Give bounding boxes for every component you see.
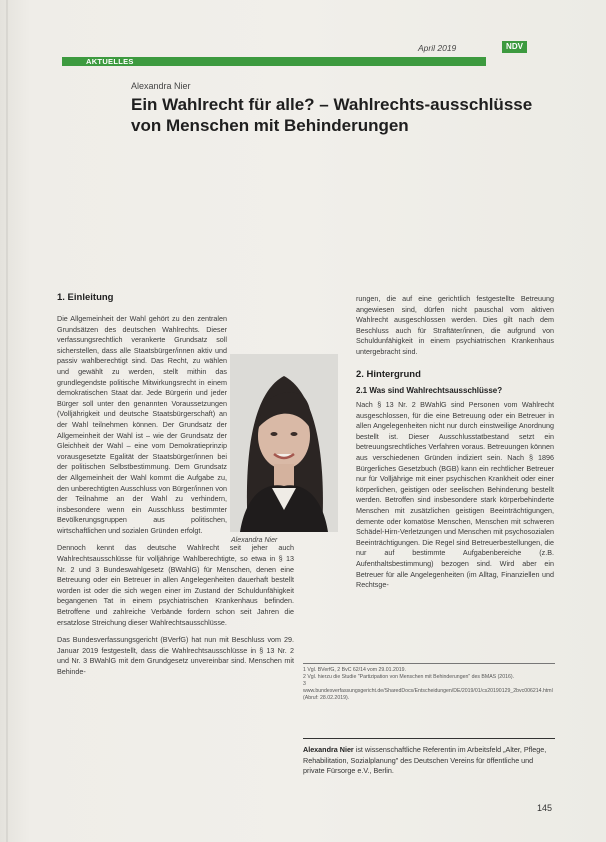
section-label: AKTUELLES [86, 57, 134, 66]
photo-caption: Alexandra Nier [231, 537, 278, 544]
article-author: Alexandra Nier [131, 81, 191, 91]
paragraph: Die Allgemeinheit der Wahl gehört zu den zentralen Grundsätzen des deutschen Wahlrechts. Dieser verfassungsrechtlich verankerte Grundsatz soll sicherstellen, dass alle Staatsbürger/innen aktiv und passiv wahlberechtigt sind. Das Recht, zu wählen und gewählt zu werden, stellt mithin das grundlegendste politische Mitwirkungsrecht in einem demokratischen Staat dar. Jede Bürgerin und jeder Bürger soll unter den genannten Voraussetzungen (Volljährigkeit und deutsche Staatsbürgerschaft) an der Wahl teilnehmen können. Der Grundsatz der Allgemeinheit der Wahl ist – wie der Grundsatz der Gleichheit der Wahl – eine vom Demokratieprinzip vorausgesetzte Egalität der Staatsbürger/innen bei der politischen Selbstbestimmung. Dem Grundsatz der Allgemeinheit der Wahl kommt die Aufgabe zu, den unberechtigten Ausschluss von Bürger/innen von der Teilnahme an der Wahl zu verhindern, insbesondere wenn ein Ausschluss bestimmter Bevölkerungsgruppen aus politischen, wirtschaftlichen und sozialen Gründen erfolgt. [57, 314, 227, 535]
page-number: 145 [537, 803, 553, 813]
author-box-text: ist wissenschaftliche Referentin im Arbeitsfeld „Alter, Pflege, Rehabilitation, Sozialplanung" des Deutschen Vereins für öffentliche und private Fürsorge e.V., Berlin. [303, 745, 547, 776]
section-heading-hintergrund: 2. Hintergrund [356, 369, 421, 380]
footnote: 3 www.bundesverfassungsgericht.de/SharedDocs/Entscheidungen/DE/2019/01/cs20190129_2bvc006214.html (Abruf: 28.02.2019). [303, 681, 553, 701]
ndv-badge: NDV [502, 41, 527, 53]
issue-date: April 2019 [418, 43, 457, 53]
footnote: 2 Vgl. hierzu die Studie "Partizipation von Menschen mit Behinderungen" des BMAS (2016). [303, 674, 515, 680]
paragraph: rungen, die auf eine gerichtlich festgestellte Betreuung angewiesen sind, dürfen nicht pauschal vom aktiven Wahlrecht ausgeschlossen werden. Dies gilt nach dem Beschluss auch für Straftäter/innen, die aufgrund von Schuldunfähigkeit in einem psychiatrischen Krankenhaus untergebracht sind. [356, 294, 554, 356]
paragraph: Nach § 13 Nr. 2 BWahlG sind Personen vom Wahlrecht ausgeschlossen, für die eine Betreuung oder ein Betreuer in allen Angelegenheiten nicht nur durch einstweilige Anordnung bestellt ist. Dieser Ausschlusstatbestand setzt ein betreuungsrechtliches Verfahren voraus. Betreuungen können aus verschiedenen Gründen indiziert sein. Nach § 1896 Bürgerliches Gesetzbuch (BGB) kann ein rechtlicher Betreuer nur für Volljährige mit einer psychischen Krankheit oder einer körperlichen, geistigen oder seelischen Behinderung bestellt werden. Betroffen sind insbesondere stark körperbehinderte Menschen mit zusätzlichen geistigen Beeinträchtigungen, demente oder komatöse Menschen, Menschen mit schweren Schädel-Hirn-Verletzungen und Menschen mit psychosozialen Beeinträchtigungen. Die Regel sind Betreuerbestellungen, die nur auf bestimmte Aufgabenbereiche (z.B. Aufenthaltsbestimmung) bezogen sind. Wird aber ein Betreuer für alle Angelegenheiten (im Alltag, Finanziellen und Rechtsge- [356, 400, 554, 590]
footnotes [303, 663, 555, 702]
subsection-heading: 2.1 Was sind Wahlrechtsausschlüsse? [356, 386, 503, 395]
portrait-image [230, 354, 338, 532]
section-heading-einleitung: 1. Einleitung [57, 292, 114, 303]
footnote: 1 Vgl. BVerfG, 2 BvC 62/14 vom 29.01.2019. [303, 667, 406, 673]
paragraph: Dennoch kennt das deutsche Wahlrecht seit jeher auch Wahlrechtsausschlüsse für volljährige Wahlberechtigte, so etwa in § 13 Nr. 2 und 3 Bundeswahlgesetz (BWahlG) für Menschen, denen eine Betreuung oder ein Betreuer in allen Angelegenheiten dauerhaft bestellt worden ist oder die sich wegen einer im Zustand der Schuldunfähigkeit begangenen Tat in einem psychiatrischen Krankenhaus befinden. Betroffene und zahlreiche Verbände fordern schon seit Jahren die ersatzlose Streichung dieser Wahlrechtsausschlüsse. [57, 543, 294, 627]
right-column-body [356, 400, 554, 598]
paragraph: Das Bundesverfassungsgericht (BVerfG) hat nun mit Beschluss vom 29. Januar 2019 festgestellt, dass die Wahlrechtsausschlüsse in § 13 Nr. 2 und Nr. 3 BWahlG mit dem Grundgesetz unvereinbar sind. Menschen mit Behinde- [57, 635, 294, 676]
right-column [356, 294, 554, 365]
author-photo [230, 354, 338, 532]
section-banner [62, 57, 486, 66]
author-box-name: Alexandra Nier [303, 745, 354, 754]
page-fold-shadow [6, 0, 8, 842]
article-title: Ein Wahlrecht für alle? – Wahlrechts-ausschlüsse von Menschen mit Behinderungen [131, 95, 533, 135]
author-info-box [303, 738, 555, 777]
